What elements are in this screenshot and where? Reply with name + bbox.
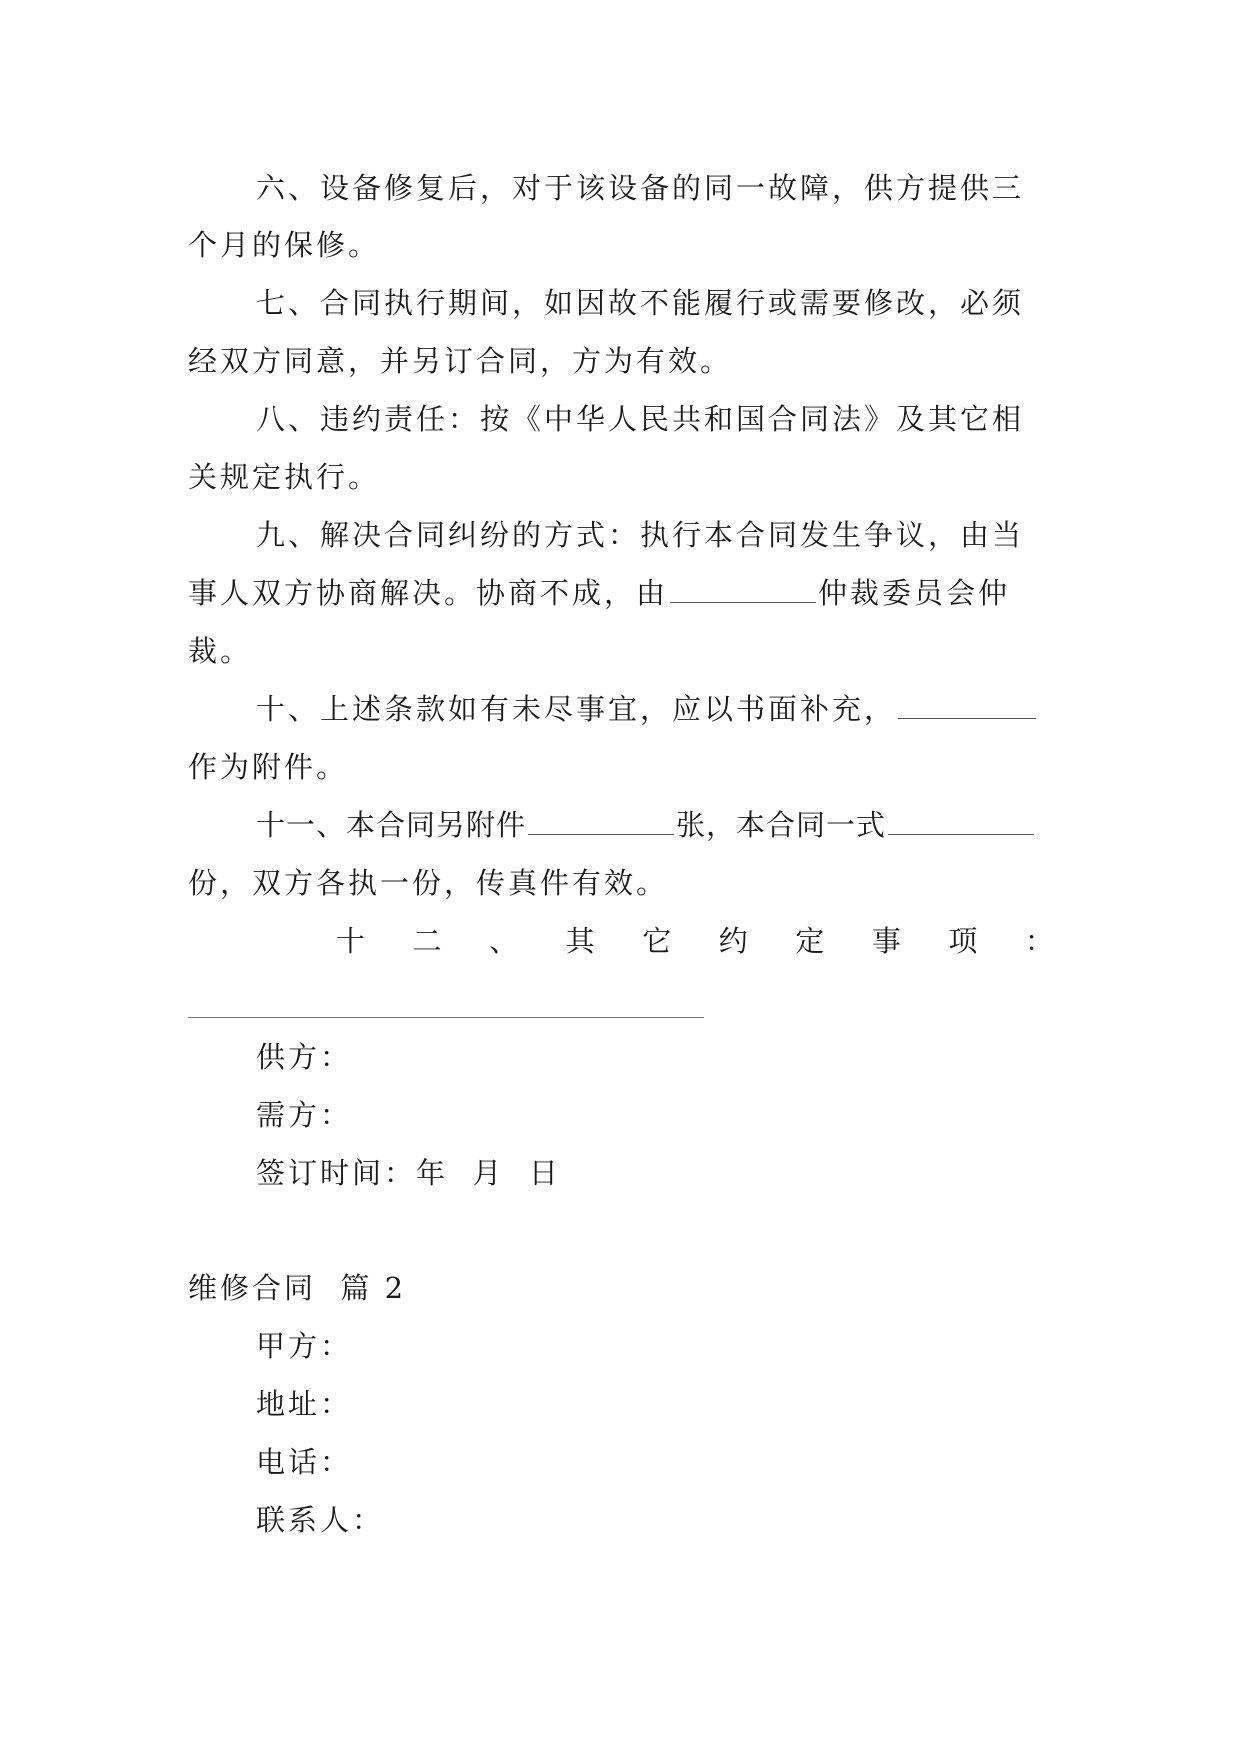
clause-twelve-char: 定 [795, 924, 825, 958]
clause-six-line-1: 六、设备修复后，对于该设备的同一故障，供方提供三 [256, 171, 1025, 205]
other-matters-blank[interactable] [188, 1017, 704, 1018]
contact-label: 联系人： [256, 1503, 385, 1537]
clause-twelve-char: ： [1024, 924, 1054, 958]
clause-nine-line-3: 裁。 [188, 634, 253, 668]
buyer-label: 需方： [256, 1098, 353, 1132]
signing-date-label: 签订时间：年 月 日 [256, 1156, 561, 1190]
clause-ten-line-1 [256, 689, 1058, 729]
clause-seven-line-2: 经双方同意，并另订合同，方为有效。 [188, 344, 733, 378]
clause-twelve-char: 、 [489, 924, 519, 958]
clause-eight-line-2: 关规定执行。 [188, 460, 381, 494]
clause-twelve-char: 二 [412, 924, 442, 958]
attachment-count-blank[interactable] [528, 808, 674, 835]
clause-nine-line-2-start: 事人双方协商解决。协商不成，由 [188, 576, 669, 610]
clause-eleven-line-1-start: 十一、本合同另附件 [256, 808, 527, 842]
clause-ten-line-2: 作为附件。 [188, 750, 349, 784]
clause-twelve-char: 十 [336, 924, 366, 958]
clause-ten-line-1-text: 十、上述条款如有未尽事宜，应以书面补充， [256, 692, 897, 726]
clause-nine-line-1: 九、解决合同纠纷的方式：执行本合同发生争议，由当 [256, 518, 1025, 552]
clause-eight-line-1: 八、违约责任：按《中华人民共和国合同法》及其它相 [256, 402, 1025, 436]
clause-six-line-2: 个月的保修。 [188, 228, 381, 262]
clause-twelve-char: 其 [565, 924, 595, 958]
clause-eleven-line-1 [256, 805, 1058, 845]
clause-nine-line-2 [188, 573, 1058, 613]
phone-label: 电话： [256, 1445, 353, 1479]
supplier-label: 供方： [256, 1040, 353, 1074]
copy-count-blank[interactable] [888, 808, 1034, 835]
clause-eleven-line-1-middle: 张，本合同一式 [676, 808, 887, 842]
contract-2-heading: 维修合同 篇 2 [188, 1271, 407, 1305]
address-label: 地址： [256, 1387, 353, 1421]
clause-twelve-char: 项 [948, 924, 978, 958]
clause-twelve-char: 约 [718, 924, 748, 958]
clause-eleven-line-2: 份，双方各执一份，传真件有效。 [188, 866, 669, 900]
clause-twelve-char: 事 [871, 924, 901, 958]
clause-nine-line-2-end: 仲裁委员会仲 [818, 576, 1011, 610]
arbitration-committee-blank[interactable] [670, 576, 816, 603]
supplement-attachment-blank[interactable] [898, 692, 1036, 719]
clause-twelve-char: 它 [642, 924, 672, 958]
party-a-label: 甲方： [256, 1329, 353, 1363]
clause-twelve-line-1 [336, 921, 1054, 961]
clause-seven-line-1: 七、合同执行期间，如因故不能履行或需要修改，必须 [256, 286, 1025, 320]
